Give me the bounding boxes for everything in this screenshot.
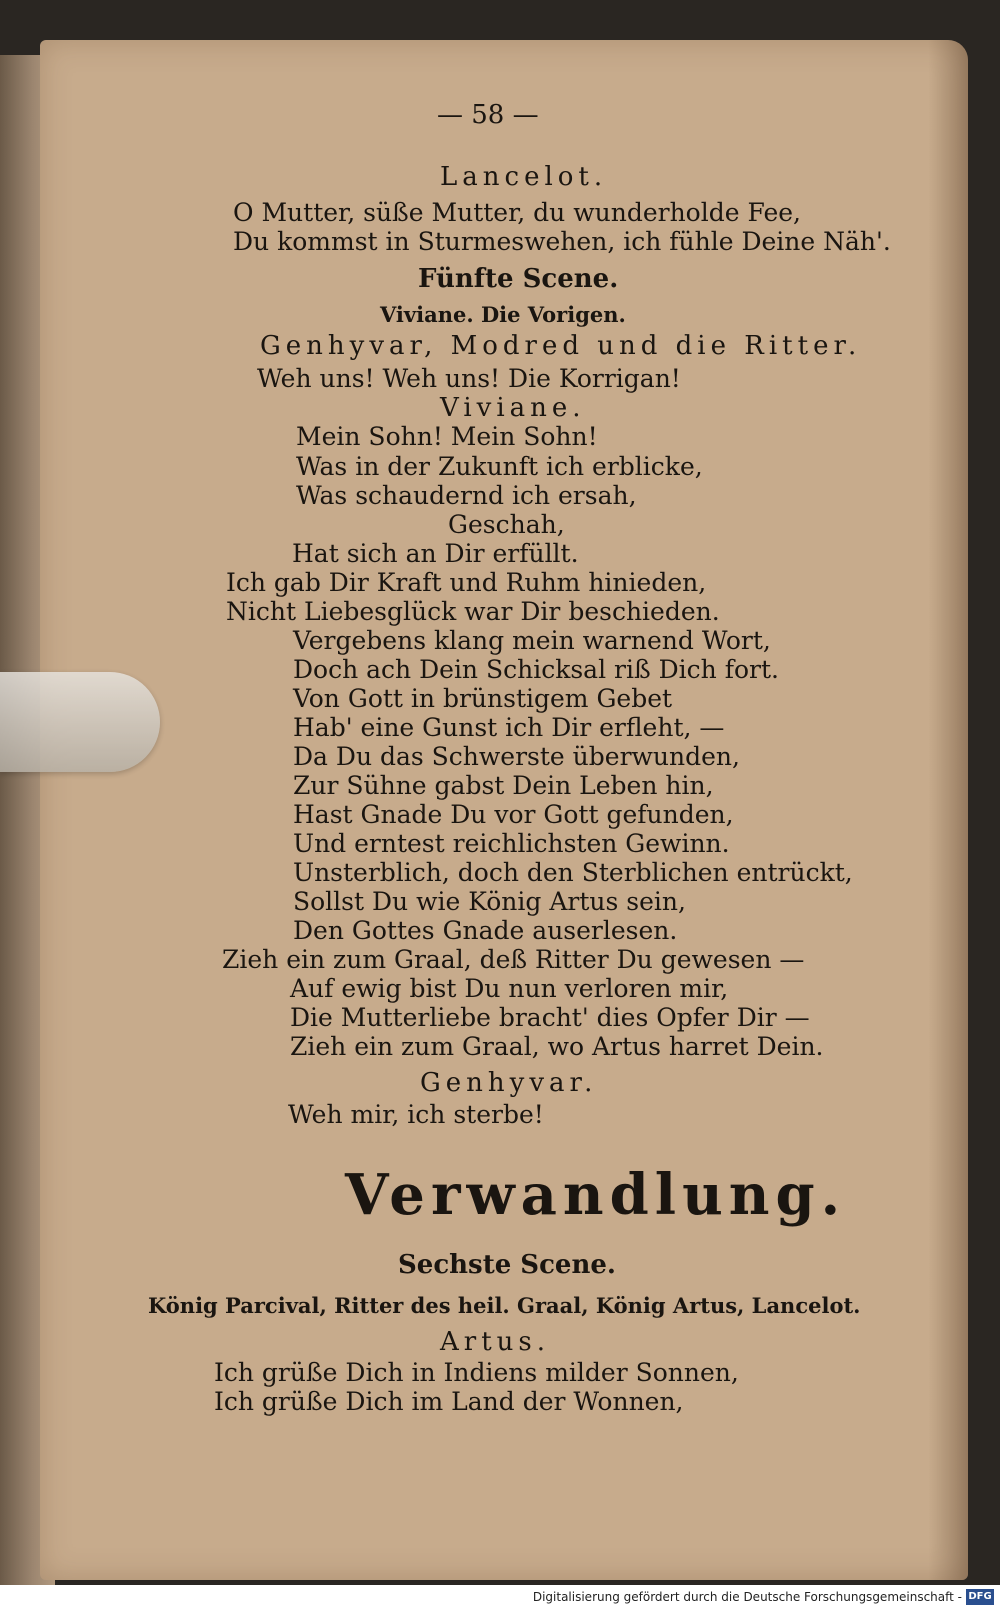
verse-line: Was in der Zukunft ich erblicke, (296, 452, 703, 481)
scene-characters: Viviane. Die Vorigen. (380, 302, 626, 327)
verse-line: Nicht Liebesglück war Dir beschieden. (226, 597, 720, 626)
verse-line: Ich gab Dir Kraft und Ruhm hinieden, (226, 568, 707, 597)
speaker-group: Genhyvar, Modred und die Ritter. (260, 331, 862, 361)
verse-line: Hast Gnade Du vor Gott gefunden, (293, 800, 734, 829)
verse-line: Hat sich an Dir erfüllt. (292, 539, 579, 568)
footer-credit: Digitalisierung gefördert durch die Deutsche Forschungsgemeinschaft - (532, 1590, 962, 1604)
footer-bar (0, 1585, 1000, 1611)
verse-line: Ich grüße Dich im Land der Wonnen, (214, 1387, 684, 1416)
verse-line: Vergebens klang mein warnend Wort, (293, 626, 771, 655)
verse-line: Hab' eine Gunst ich Dir erfleht, — (293, 713, 725, 742)
verse-line: Unsterblich, doch den Sterblichen entrückt, (293, 858, 853, 887)
verse-line: Da Du das Schwerste überwunden, (293, 742, 740, 771)
verse-line: Weh uns! Weh uns! Die Korrigan! (257, 364, 681, 393)
speaker-lancelot: Lancelot. (440, 162, 608, 192)
verse-line: Doch ach Dein Schicksal riß Dich fort. (293, 655, 779, 684)
verse-line: Weh mir, ich sterbe! (288, 1100, 544, 1129)
speaker-artus: Artus. (440, 1327, 551, 1357)
verse-line: Sollst Du wie König Artus sein, (293, 887, 686, 916)
verse-line: Den Gottes Gnade auserlesen. (293, 916, 678, 945)
transformation-heading: Verwandlung. (345, 1162, 847, 1228)
scene-heading: Sechste Scene. (398, 1250, 616, 1280)
scene-characters: König Parcival, Ritter des heil. Graal, König Artus, Lancelot. (148, 1293, 861, 1318)
speaker-genhyvar: Genhyvar. (420, 1068, 598, 1098)
verse-line: O Mutter, süße Mutter, du wunderholde Fee, (233, 198, 801, 227)
verse-line: Was schaudernd ich ersah, (296, 481, 637, 510)
verse-line: Geschah, (448, 510, 565, 539)
verse-line: Von Gott in brünstigem Gebet (293, 684, 673, 713)
verse-line: Zieh ein zum Graal, wo Artus harret Dein. (290, 1032, 824, 1061)
dfg-logo-icon: DFG (966, 1589, 994, 1605)
speaker-viviane: Viviane. (440, 393, 586, 423)
verse-line: Die Mutterliebe bracht' dies Opfer Dir — (290, 1003, 810, 1032)
verse-line: Zieh ein zum Graal, deß Ritter Du gewesen — (222, 945, 805, 974)
verse-line: Zur Sühne gabst Dein Leben hin, (293, 771, 714, 800)
page-curl-shadow (928, 40, 968, 1580)
scene-heading: Fünfte Scene. (418, 264, 619, 294)
verse-line: Und erntest reichlichsten Gewinn. (293, 829, 730, 858)
page-clip (0, 672, 160, 772)
verse-line: Du kommst in Sturmeswehen, ich fühle Deine Näh'. (233, 227, 891, 256)
verse-line: Auf ewig bist Du nun verloren mir, (290, 974, 729, 1003)
verse-line: Ich grüße Dich in Indiens milder Sonnen, (214, 1358, 739, 1387)
page-number: — 58 — (437, 100, 539, 130)
verse-line: Mein Sohn! Mein Sohn! (296, 422, 598, 451)
